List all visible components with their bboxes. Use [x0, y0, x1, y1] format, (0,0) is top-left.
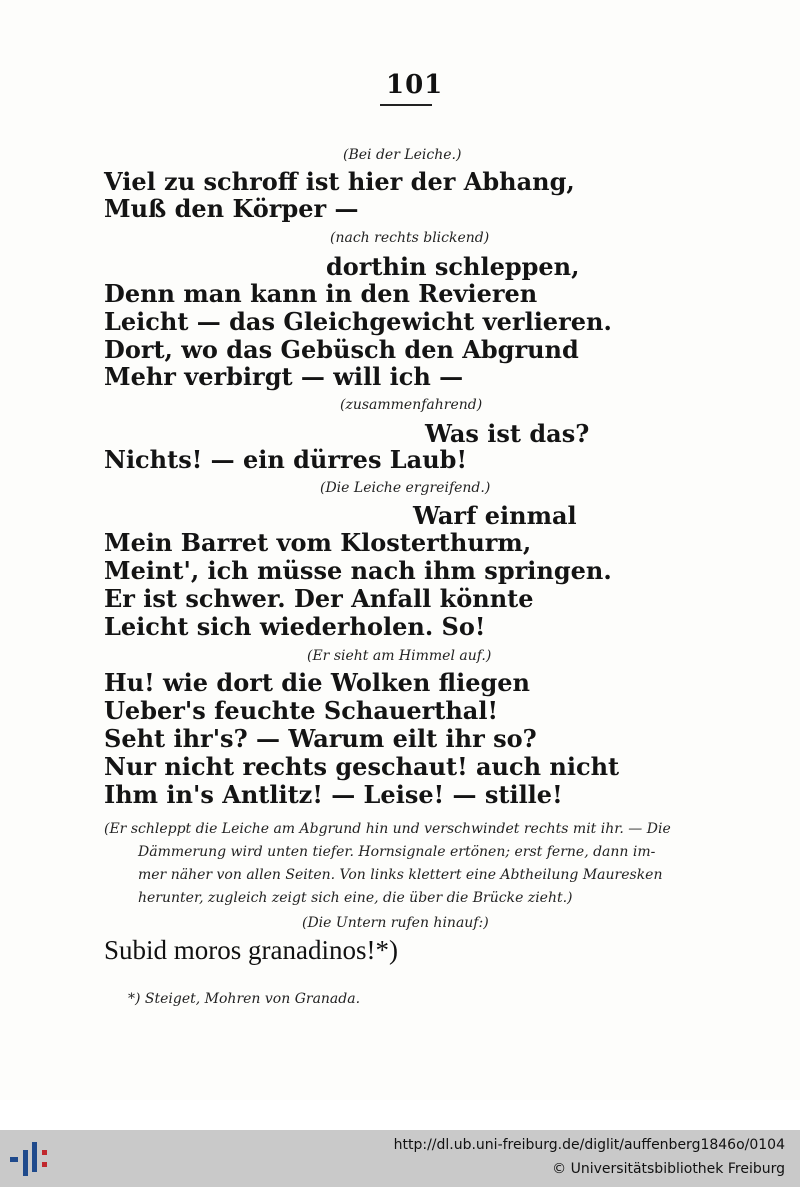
verse-line: Dort, wo das Gebüsch den Abgrund	[104, 335, 579, 364]
copyright-text: © Universitätsbibliothek Freiburg	[552, 1161, 785, 1177]
narrative-line: Dämmerung wird unten tiefer. Hornsignale ertönen; erst ferne, dann im-	[138, 844, 656, 860]
stage-direction: (Die Leiche ergreifend.)	[320, 480, 491, 496]
narrative-line: (Er schleppt die Leiche am Abgrund hin und verschwindet rechts mit ihr. — Die	[104, 821, 671, 837]
verse-line: Ueber's feuchte Schauerthal!	[104, 696, 498, 725]
stage-direction: (nach rechts blickend)	[330, 230, 490, 246]
verse-line: Leicht — das Gleichgewicht verlieren.	[104, 307, 612, 336]
verse-line: Ihm in's Antlitz! — Leise! — stille!	[104, 780, 563, 809]
verse-line: Denn man kann in den Revieren	[104, 279, 538, 308]
page-number-rule	[380, 104, 432, 106]
stage-direction: (Bei der Leiche.)	[343, 147, 462, 163]
page-number: 101	[386, 70, 444, 100]
verse-line: Warf einmal	[413, 501, 577, 530]
verse-line: Seht ihr's? — Warum eilt ihr so?	[104, 724, 537, 753]
verse-line: Muß den Körper —	[104, 194, 359, 223]
verse-line: Mehr verbirgt — will ich —	[104, 362, 464, 391]
verse-line: dorthin schleppen,	[326, 252, 580, 281]
library-footer	[0, 1130, 800, 1187]
verse-line: Meint', ich müsse nach ihm springen.	[104, 556, 612, 585]
verse-line: Mein Barret vom Klosterthurm,	[104, 528, 532, 557]
verse-line: Was ist das?	[425, 419, 590, 448]
stage-direction: (Die Untern rufen hinauf:)	[302, 915, 489, 931]
verse-line: Er ist schwer. Der Anfall könnte	[104, 584, 534, 613]
stage-direction: (zusammenfahrend)	[340, 397, 483, 413]
ub-freiburg-logo-icon	[10, 1140, 54, 1180]
verse-line: Leicht sich wiederholen. So!	[104, 612, 486, 641]
footnote: *) Steiget, Mohren von Granada.	[128, 991, 361, 1007]
verse-line: Nichts! — ein dürres Laub!	[104, 445, 467, 474]
narrative-line: mer näher von allen Seiten. Von links klettert eine Abtheilung Mauresken	[138, 867, 663, 883]
source-url-link[interactable]: http://dl.ub.uni-freiburg.de/diglit/auffenberg1846o/0104	[393, 1137, 785, 1153]
stage-direction: (Er sieht am Himmel auf.)	[307, 648, 492, 664]
verse-line: Nur nicht rechts geschaut! auch nicht	[104, 752, 620, 781]
verse-line: Hu! wie dort die Wolken fliegen	[104, 668, 530, 697]
verse-line: Viel zu schroff ist hier der Abhang,	[104, 167, 575, 196]
spanish-line: Subid moros granadinos!*)	[104, 935, 398, 965]
narrative-line: herunter, zugleich zeigt sich eine, die über die Brücke zieht.)	[138, 890, 573, 906]
